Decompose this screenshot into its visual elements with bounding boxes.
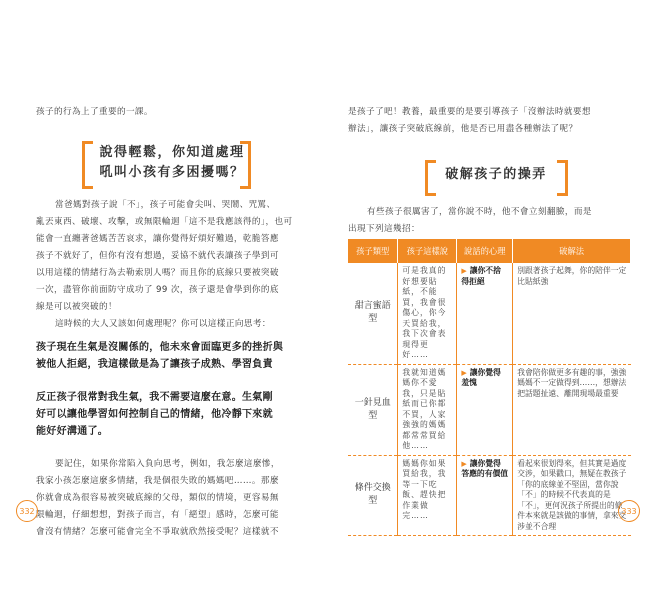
left-heading-line2: 吼叫小孩有多困擾嗎？ xyxy=(99,165,245,180)
text-line: 好可以讓他學習如何控制自己的情緒，他冷靜下來就 xyxy=(36,409,273,420)
left-para1 xyxy=(36,197,304,316)
cell-solution: 我會陪你做更多有趣的事，強強媽媽不一定做得到……，想辦法把話題扯遠、離開現場最重要 xyxy=(513,364,631,455)
heading-bracket-right xyxy=(240,141,251,189)
heading-bracket-left xyxy=(425,160,436,196)
header-type: 孩子類型 xyxy=(348,239,398,263)
text-line: 要記住，如果你常陷入負向思考，例如，我怎麼這麼慘， xyxy=(55,459,280,469)
table-row xyxy=(348,263,631,364)
header-psych: 說話的心理 xyxy=(457,239,513,263)
left-para3 xyxy=(36,456,306,541)
bold-quote-2 xyxy=(36,389,306,440)
cell-type: 一針見血型 xyxy=(348,364,398,455)
table-header-row xyxy=(348,239,631,263)
header-solution: 破解法 xyxy=(513,239,631,263)
triangle-icon: ▶ xyxy=(461,267,467,275)
cell-says: 我就知道媽媽你不愛我，只是貼紙而已你都不買，人家強強的媽媽都常常買給他…… xyxy=(398,364,457,455)
cell-psych xyxy=(457,455,513,536)
cell-solution: 看起來很划得來，但其實是過度交涉，如果戳口，無疑在教孩子「你的底線並不堅固，當你說「不」的時候不代表真的是「不」，更何況孩子所提出的條件本來就是該做的事情，拿來交涉並不合理 xyxy=(513,455,631,536)
text-line: 以用這樣的情緒行為去勒索別人嗎？而且你的底線只要被突破 xyxy=(36,268,279,278)
text-line: 一次，盡管你前面防守成功了 99 次，孩子還是會學到你的底 xyxy=(36,285,279,295)
right-para1 xyxy=(348,204,638,238)
cell-psych xyxy=(457,263,513,364)
triangle-icon: ▶ xyxy=(461,368,467,377)
text-line: 辦法」，讓孩子突破底線前，他是否已用盡各種辦法了呢？ xyxy=(348,124,578,134)
cell-psych-text: 讓你覺得答應的有價值 xyxy=(461,458,509,478)
text-line: 反正孩子很常對我生氣，我不需要這麼在意。生氣剛 xyxy=(36,392,273,403)
table-row xyxy=(348,364,631,455)
cell-type: 條件交換型 xyxy=(348,455,398,536)
text-line: 能會一直纏著爸媽苦苦哀求，讓你覺得好煩好難過，乾脆答應 xyxy=(36,234,279,244)
text-line: 亂丟東西、破壞、攻擊，或無限輪迴「這不是我應該得的」，也可 xyxy=(36,217,293,227)
left-page xyxy=(0,0,327,609)
cell-type: 甜言蜜語型 xyxy=(348,263,398,364)
cell-solution: 別跟著孩子起舞，你的陪伴一定比貼紙強 xyxy=(513,263,631,364)
text-line: 我家小孩怎麼這麼多情緒，我是個很失敗的媽媽吧……。那麼 xyxy=(36,476,279,486)
text-line: 能好好溝通了。 xyxy=(36,426,109,437)
text-line: 孩子現在生氣是沒關係的，他未來會面臨更多的挫折與 xyxy=(36,342,284,353)
text-line: 是孩子了吧！教養，最重要的是要引導孩子「沒辦法時就要想 xyxy=(348,107,591,117)
text-line: 出現下列這幾招： xyxy=(348,224,420,234)
right-intro xyxy=(348,104,638,138)
heading-bracket-right xyxy=(557,160,568,196)
text-line: 當爸媽對孩子說「不」，孩子可能會尖叫、哭鬧、咒罵、 xyxy=(55,200,276,210)
bold-quote-1 xyxy=(36,339,306,373)
page-number-right: 333 xyxy=(618,500,640,522)
text-line: 有些孩子很厲害了，當你說不時，他不會立刻翻臉，而是 xyxy=(367,207,592,217)
triangle-icon: ▶ xyxy=(461,459,467,468)
left-heading xyxy=(98,143,246,183)
cell-psych xyxy=(457,364,513,455)
cell-psych-text: 讓你覺得羞愧 xyxy=(461,367,501,387)
heading-bracket-left xyxy=(82,141,93,189)
text-line: 限輪迴，仔細想想，對孩子而言，有「絕望」感時，怎麼可能 xyxy=(36,510,279,520)
header-says: 孩子這樣說 xyxy=(398,239,457,263)
text-line: 線是可以被突破的！ xyxy=(36,302,117,312)
tactics-table xyxy=(348,239,631,536)
page-number-left: 332 xyxy=(16,500,38,522)
text-line: 你就會成為很容易被突破底線的父母，類似的情境，更容易無 xyxy=(36,493,279,503)
text-line: 會沒有情緒？怎麼可能會完全不爭取就欣然接受呢？這樣就不 xyxy=(36,527,279,537)
cell-psych-text: 讓你不捨得拒絕 xyxy=(461,266,501,286)
right-page xyxy=(328,0,655,609)
table-row xyxy=(348,455,631,536)
left-para2: 這時候的大人又該如何處理呢？你可以這樣正向思考： xyxy=(55,319,271,329)
text-line: 孩子不就好了，但你有沒有想過，妥協不就代表讓孩子學到可 xyxy=(36,251,279,261)
cell-says: 可是我真的好想要貼紙，不能買，我會很傷心，你今天買給我，我下次會表現得更好…… xyxy=(398,263,457,364)
right-heading: 破解孩子的操弄 xyxy=(445,167,547,182)
left-heading-line1: 說得輕鬆，你知道處理 xyxy=(99,145,245,160)
left-intro: 孩子的行為上了重要的一課。 xyxy=(36,107,153,117)
text-line: 被他人拒絕，我這樣做是為了讓孩子成熟、學習負責 xyxy=(36,359,273,370)
cell-says: 媽媽你如果買給我，我等一下吃飯、趕快把作業做完…… xyxy=(398,455,457,536)
